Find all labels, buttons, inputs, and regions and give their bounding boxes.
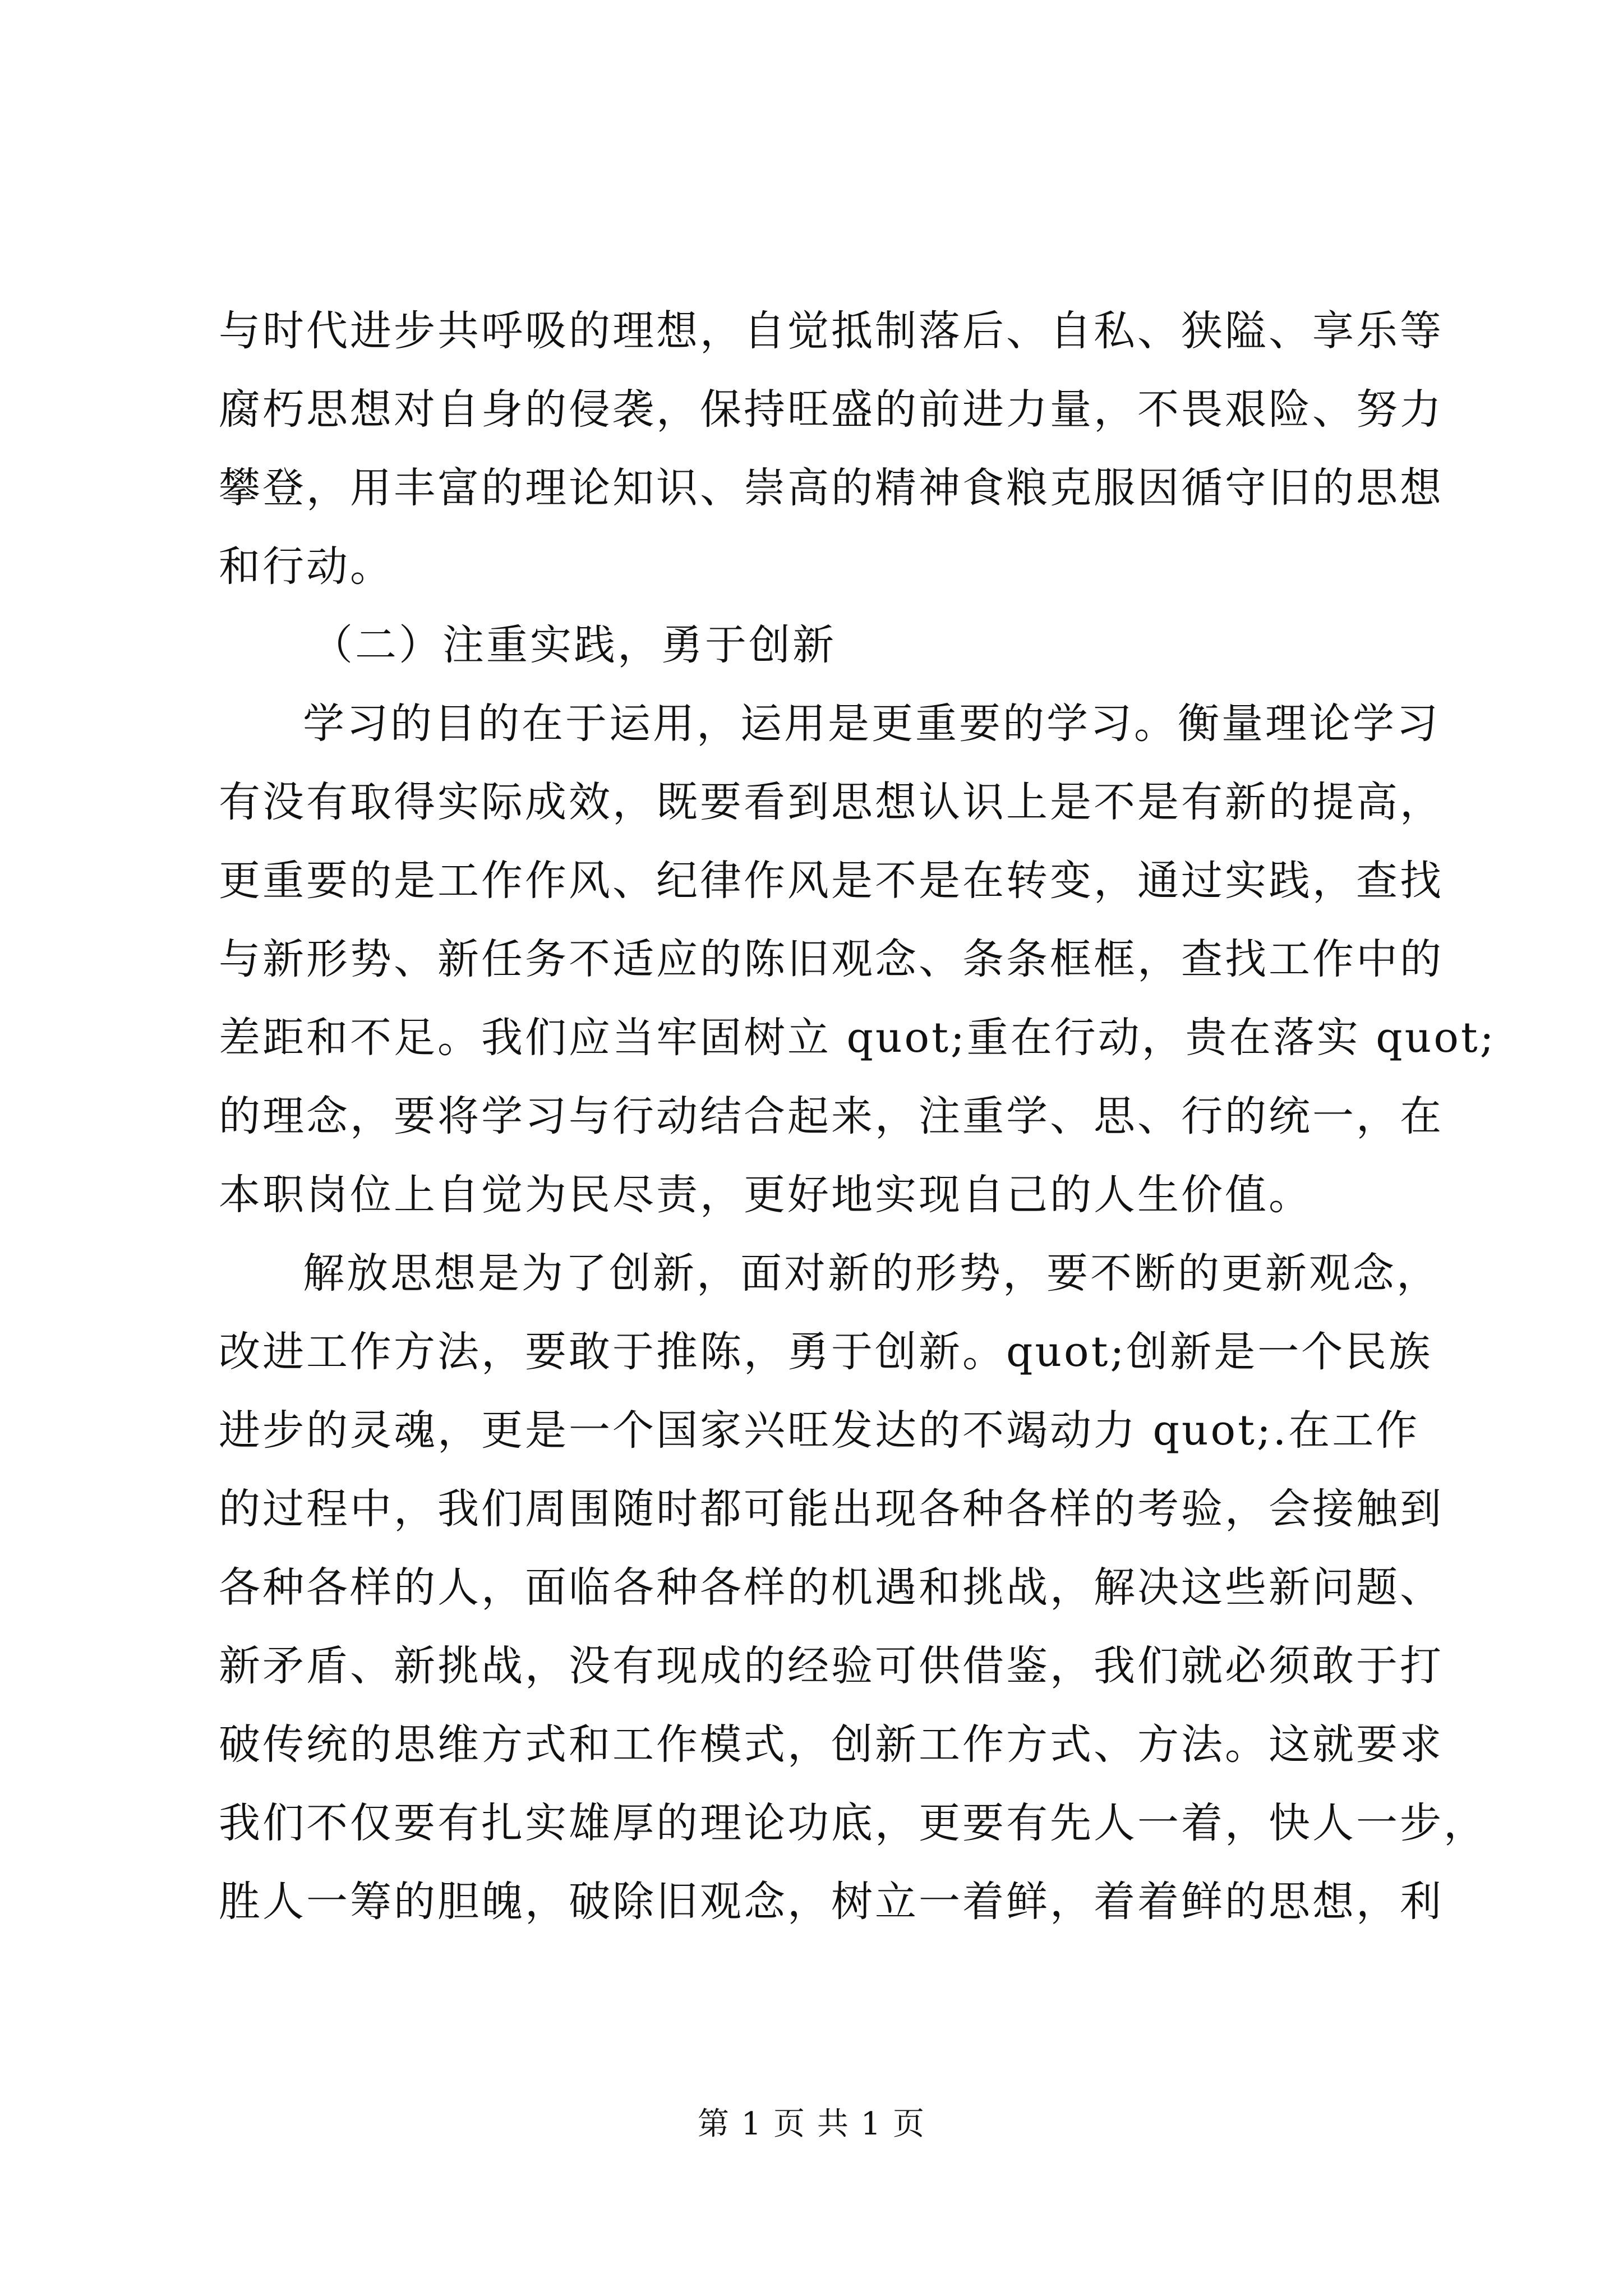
text-line: 有没有取得实际成效，既要看到思想认识上是不是有新的提高， — [219, 778, 1444, 826]
text-line: 破传统的思维方式和工作模式，创新工作方式、方法。这就要求 — [219, 1720, 1444, 1769]
text-line: 本职岗位上自觉为民尽责，更好地实现自己的人生价值。 — [219, 1171, 1312, 1219]
text-line: 进步的灵魂，更是一个国家兴旺发达的不竭动力 quot;.在工作 — [219, 1406, 1420, 1455]
text-line: 解放思想是为了创新，面对新的形势，要不断的更新观念， — [303, 1249, 1440, 1297]
text-line: 腐朽思想对自身的侵袭，保持旺盛的前进力量，不畏艰险、努力 — [219, 385, 1444, 434]
text-line: 与时代进步共呼吸的理想，自觉抵制落后、自私、狭隘、享乐等 — [219, 307, 1444, 355]
text-line: 攀登，用丰富的理论知识、崇高的精神食粮克服因循守旧的思想 — [219, 464, 1444, 512]
text-line: 的过程中，我们周围随时都可能出现各种各样的考验，会接触到 — [219, 1485, 1444, 1533]
text-line: 改进工作方法，要敢于推陈，勇于创新。quot;创新是一个民族 — [219, 1328, 1433, 1376]
text-line: 更重要的是工作作风、纪律作风是不是在转变，通过实践，查找 — [219, 857, 1444, 905]
page-number-footer: 第 1 页 共 1 页 — [697, 2106, 926, 2142]
text-line: 差距和不足。我们应当牢固树立 quot;重在行动，贵在落实 quot; — [219, 1014, 1496, 1062]
paragraph-1 — [219, 292, 1444, 606]
text-line: 各种各样的人，面临各种各样的机遇和挑战，解决这些新问题、 — [219, 1563, 1444, 1612]
text-line: 新矛盾、新挑战，没有现成的经验可供借鉴，我们就必须敢于打 — [219, 1642, 1444, 1690]
document-body — [219, 292, 1496, 1941]
text-line: 和行动。 — [219, 542, 394, 591]
text-line: 胜人一筹的胆魄，破除旧观念，树立一着鲜，着着鲜的思想，利 — [219, 1878, 1444, 1926]
text-line: 我们不仅要有扎实雄厚的理论功底，更要有先人一着，快人一步， — [219, 1799, 1487, 1847]
section-heading — [219, 606, 1413, 684]
paragraph-2 — [219, 684, 1496, 1234]
text-line: 的理念，要将学习与行动结合起来，注重学、思、行的统一，在 — [219, 1092, 1444, 1140]
heading-text: （二）注重实践，勇于创新 — [311, 621, 836, 669]
text-line: 与新形势、新任务不适应的陈旧观念、条条框框，查找工作中的 — [219, 935, 1444, 983]
paragraph-3 — [219, 1234, 1487, 1941]
text-line: 学习的目的在于运用，运用是更重要的学习。衡量理论学习 — [303, 700, 1440, 748]
